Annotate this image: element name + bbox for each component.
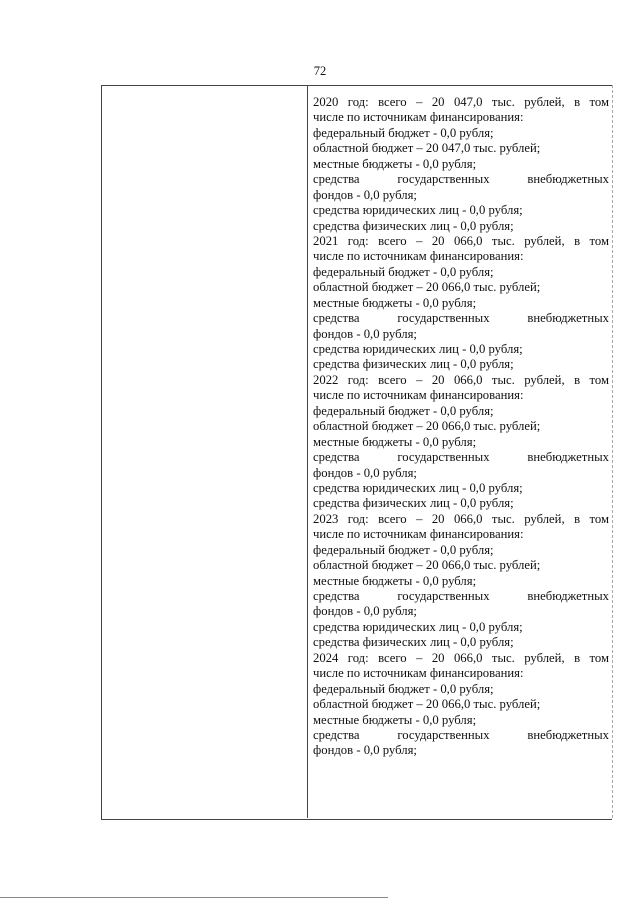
text-line: числе по источникам финансирования: — [313, 249, 524, 264]
text-line: фондов - 0,0 рубля; — [313, 187, 417, 202]
text-line: средства юридических лиц - 0,0 рубля; — [313, 203, 523, 218]
text-line: местные бюджеты - 0,0 рубля; — [313, 156, 477, 171]
text-line: числе по источникам финансирования: — [313, 110, 524, 125]
text-line: фондов - 0,0 рубля; — [313, 326, 417, 341]
text-line: 2023 год: всего – 20 066,0 тыс. рублей, в том — [313, 511, 609, 526]
text-line: средства государственных внебюджетных — [313, 450, 609, 465]
text-line: 2021 год: всего – 20 066,0 тыс. рублей, в том — [313, 233, 609, 248]
text-line: средства государственных внебюджетных — [313, 589, 609, 603]
text-line: средства физических лиц - 0,0 рубля; — [313, 357, 514, 372]
text-line: числе по источникам финансирования: — [313, 388, 524, 403]
text-line: средства юридических лиц - 0,0 рубля; — [313, 342, 523, 356]
text-line: местные бюджеты - 0,0 рубля; — [313, 295, 477, 310]
text-line: фондов - 0,0 рубля; — [313, 743, 417, 758]
text-line: областной бюджет – 20 066,0 тыс. рублей; — [313, 280, 541, 295]
text-line: числе по источникам финансирования: — [313, 527, 524, 542]
text-line: областной бюджет – 20 066,0 тыс. рублей; — [313, 697, 541, 712]
text-line: федеральный бюджет - 0,0 рубля; — [313, 681, 494, 696]
text-line: средства государственных внебюджетных — [313, 727, 609, 742]
text-line: федеральный бюджет - 0,0 рубля; — [313, 403, 494, 418]
text-line: 2020 год: всего – 20 047,0 тыс. рублей, в том — [313, 95, 609, 109]
text-line: местные бюджеты - 0,0 рубля; — [313, 434, 477, 449]
text-line: областной бюджет – 20 066,0 тыс. рублей; — [313, 558, 541, 573]
footer-rule — [0, 897, 388, 898]
text-line: областной бюджет – 20 047,0 тыс. рублей; — [313, 141, 541, 156]
text-line: федеральный бюджет - 0,0 рубля; — [313, 264, 494, 279]
funding-text-block — [313, 95, 609, 759]
text-line: средства физических лиц - 0,0 рубля; — [313, 635, 514, 650]
page-number: 72 — [313, 64, 327, 78]
text-line: средства юридических лиц - 0,0 рубля; — [313, 480, 523, 495]
text-line: областной бюджет – 20 066,0 тыс. рублей; — [313, 419, 541, 434]
text-line: местные бюджеты - 0,0 рубля; — [313, 573, 477, 588]
text-line: средства юридических лиц - 0,0 рубля; — [313, 619, 523, 634]
text-line: средства государственных внебюджетных — [313, 172, 609, 187]
text-line: федеральный бюджет - 0,0 рубля; — [313, 542, 494, 557]
text-line: фондов - 0,0 рубля; — [313, 604, 417, 619]
text-line: числе по источникам финансирования: — [313, 666, 524, 681]
text-line: фондов - 0,0 рубля; — [313, 465, 417, 480]
text-line: средства государственных внебюджетных — [313, 311, 609, 326]
text-line: средства физических лиц - 0,0 рубля; — [313, 496, 514, 511]
text-line: средства физических лиц - 0,0 рубля; — [313, 218, 514, 233]
text-line: федеральный бюджет - 0,0 рубля; — [313, 125, 494, 140]
text-line: 2024 год: всего – 20 066,0 тыс. рублей, в том — [313, 650, 609, 665]
text-line: местные бюджеты - 0,0 рубля; — [313, 712, 477, 727]
text-line: 2022 год: всего – 20 066,0 тыс. рублей, в том — [313, 372, 609, 387]
